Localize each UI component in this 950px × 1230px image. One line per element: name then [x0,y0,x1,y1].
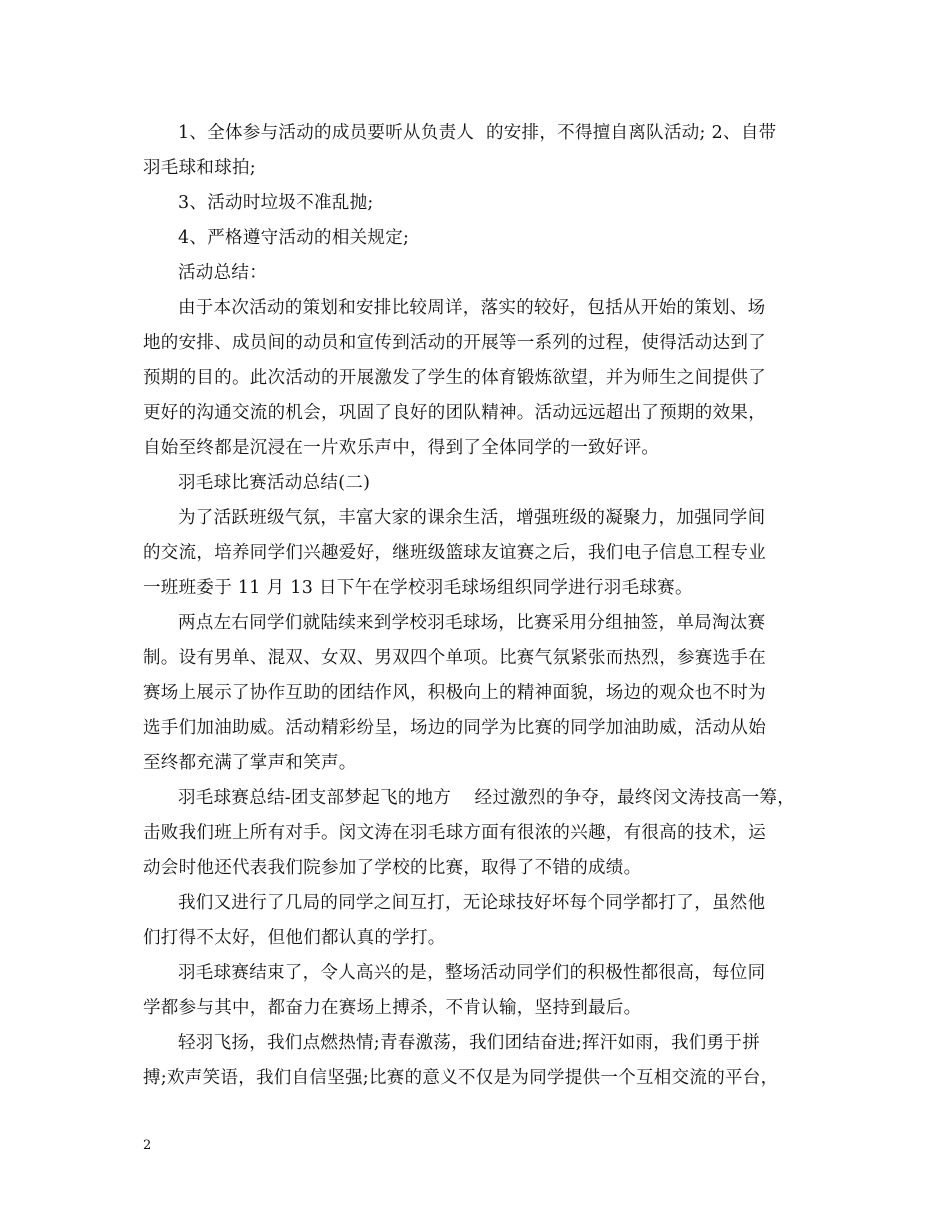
text-line: 羽毛球赛总结-团支部梦起飞的地方 经过激烈的争夺，最终闵文涛技高一筹， [178,788,796,808]
text-line: 预期的目的。此次活动的开展激发了学生的体育锻炼欲望，并为师生之间提供了 [143,368,766,388]
text-line: 一班班委于 11 月 13 日下午在学校羽毛球场组织同学进行羽毛球赛。 [143,578,693,598]
text-line: 我们又进行了几局的同学之间互打，无论球技好坏每个同学都打了，虽然他 [178,893,766,913]
text-line: 轻羽飞扬，我们点燃热情;青春激荡，我们团结奋进;挥汗如雨，我们勇于拼 [178,1033,760,1053]
text-line: 搏;欢声笑语，我们自信坚强;比赛的意义不仅是为同学提供一个互相交流的平台， [143,1068,779,1088]
text-line: 击败我们班上所有对手。闵文涛在羽毛球方面有很浓的兴趣，有很高的技术，运 [143,823,766,843]
text-line: 动会时他还代表我们院参加了学校的比赛，取得了不错的成绩。 [143,858,642,878]
text-line: 们打得不太好，但他们都认真的学打。 [143,928,446,948]
text-line: 4、严格遵守活动的相关规定; [178,228,410,248]
text-line: 3、活动时垃圾不准乱抛; [178,193,374,213]
text-line: 更好的沟通交流的机会，巩固了良好的团队精神。活动远远超出了预期的效果， [143,403,766,423]
text-line: 羽毛球和球拍; [143,158,256,178]
text-line: 两点左右同学们就陆续来到学校羽毛球场，比赛采用分组抽签，单局淘汰赛 [178,613,766,633]
text-line: 活动总结： [178,263,267,283]
text-line: 学都参与其中，都奋力在赛场上搏杀，不肯认输，坚持到最后。 [143,998,642,1018]
text-line: 由于本次活动的策划和安排比较周详，落实的较好，包括从开始的策划、场 [178,298,766,318]
text-line: 制。设有男单、混双、女双、男双四个单项。比赛气氛紧张而热烈，参赛选手在 [143,648,766,668]
text-line: 地的安排、成员间的动员和宣传到活动的开展等一系列的过程，使得活动达到了 [143,333,766,353]
text-line: 赛场上展示了协作互助的团结作风，积极向上的精神面貌，场边的观众也不时为 [143,683,766,703]
text-line: 羽毛球赛结束了，令人高兴的是，整场活动同学们的积极性都很高，每位同 [178,963,766,983]
text-line: 羽毛球比赛活动总结(二) [178,473,371,493]
text-line: 的交流，培养同学们兴趣爱好，继班级篮球友谊赛之后，我们电子信息工程专业 [143,543,766,563]
page-number: 2 [143,1138,152,1153]
text-line: 为了活跃班级气氛，丰富大家的课余生活，增强班级的凝聚力，加强同学间 [178,508,766,528]
text-line: 选手们加油助威。活动精彩纷呈，场边的同学为比赛的同学加油助威，活动从始 [143,718,766,738]
text-line: 1、全体参与活动的成员要听从负责人 的安排，不得擅自离队活动; 2、自带 [178,123,777,143]
text-line: 自始至终都是沉浸在一片欢乐声中，得到了全体同学的一致好评。 [143,438,660,458]
text-line: 至终都充满了掌声和笑声。 [143,753,357,773]
